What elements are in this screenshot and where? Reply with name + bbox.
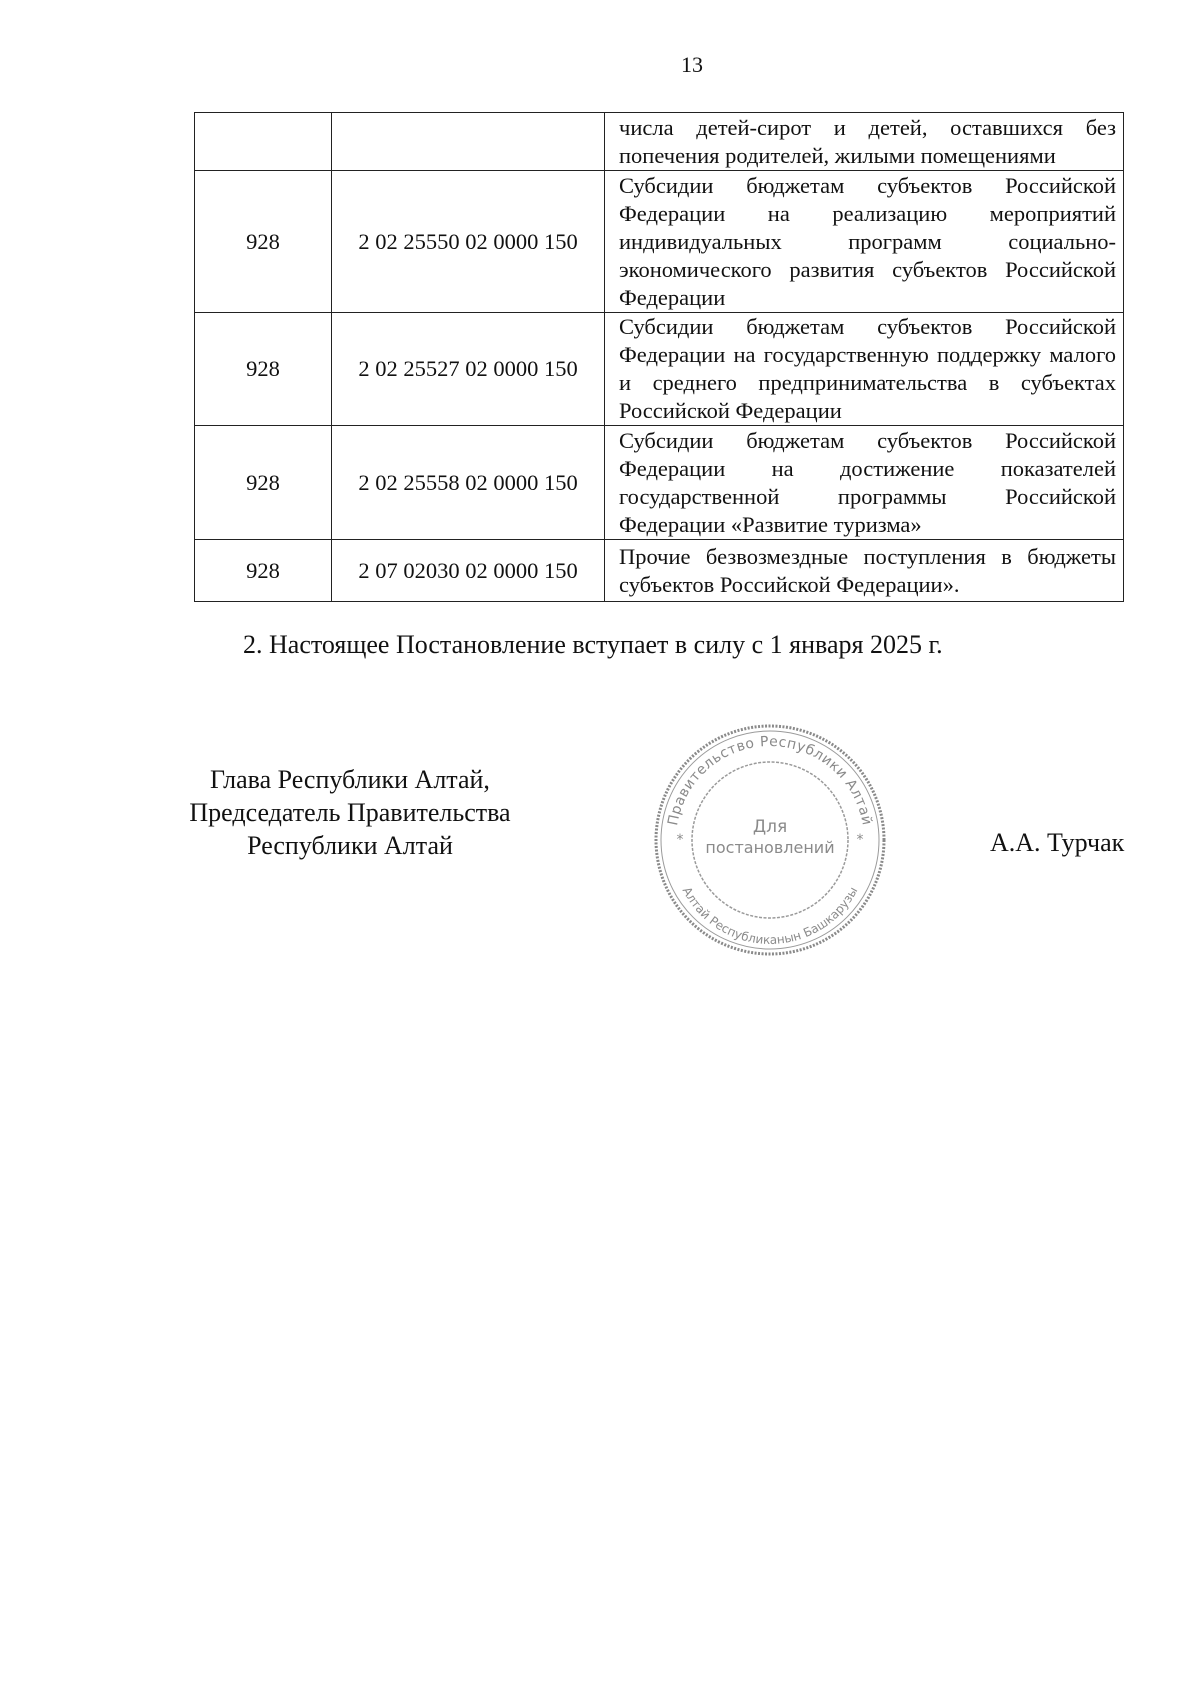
table-row [195,426,1124,540]
admin-code-cell: 928 [195,426,332,540]
admin-code-cell [195,113,332,171]
signatory-title-line: Республики Алтай [247,831,453,860]
signatory-title [150,763,550,862]
page-number: 13 [681,52,703,77]
stamp-outer-text-top: Правительство Республики Алтай [665,733,875,827]
signatory-name: А.А. Турчак [990,828,1125,857]
signatory-title-line: Глава Республики Алтай, [210,765,490,794]
effective-date-paragraph: 2. Настоящее Постановление вступает в силу с 1 января 2025 г. [243,630,943,659]
official-seal-stamp [652,722,888,958]
table-row [195,540,1124,602]
income-name-cell: Субсидии бюджетам субъектов Российской Федерации на реализацию мероприятий индивидуальных программ социально-экономического развития субъектов Российской Федерации [605,171,1124,313]
income-code-cell: 2 02 25550 02 0000 150 [332,171,605,313]
income-name-cell: Прочие безвозмездные поступления в бюджеты субъектов Российской Федерации». [605,540,1124,602]
stamp-center-text: постановлений [705,838,835,857]
stamp-outer-text-bottom: Алтай Республиканын Башкарузы [679,884,861,948]
table-row [195,313,1124,426]
admin-code-cell: 928 [195,171,332,313]
signatory-title-line: Председатель Правительства [189,798,511,827]
stamp-center-text: Для [752,817,788,837]
income-code-cell: 2 07 02030 02 0000 150 [332,540,605,602]
income-name-cell: Субсидии бюджетам субъектов Российской Федерации на государственную поддержку малого и среднего предпринимательства в субъектах Российской Федерации [605,313,1124,426]
admin-code-cell: 928 [195,313,332,426]
table-row [195,171,1124,313]
income-code-cell: 2 02 25558 02 0000 150 [332,426,605,540]
admin-code-cell: 928 [195,540,332,602]
income-code-cell [332,113,605,171]
income-code-cell: 2 02 25527 02 0000 150 [332,313,605,426]
budget-table [194,112,1124,602]
income-name-cell: числа детей-сирот и детей, оставшихся без попечения родителей, жилыми помещениями [605,113,1124,171]
stamp-star-icon: * [856,832,864,848]
table-row [195,113,1124,171]
income-name-cell: Субсидии бюджетам субъектов Российской Федерации на достижение показателей государственной программы Российской Федерации «Развитие туризма» [605,426,1124,540]
stamp-star-icon: * [676,832,684,848]
